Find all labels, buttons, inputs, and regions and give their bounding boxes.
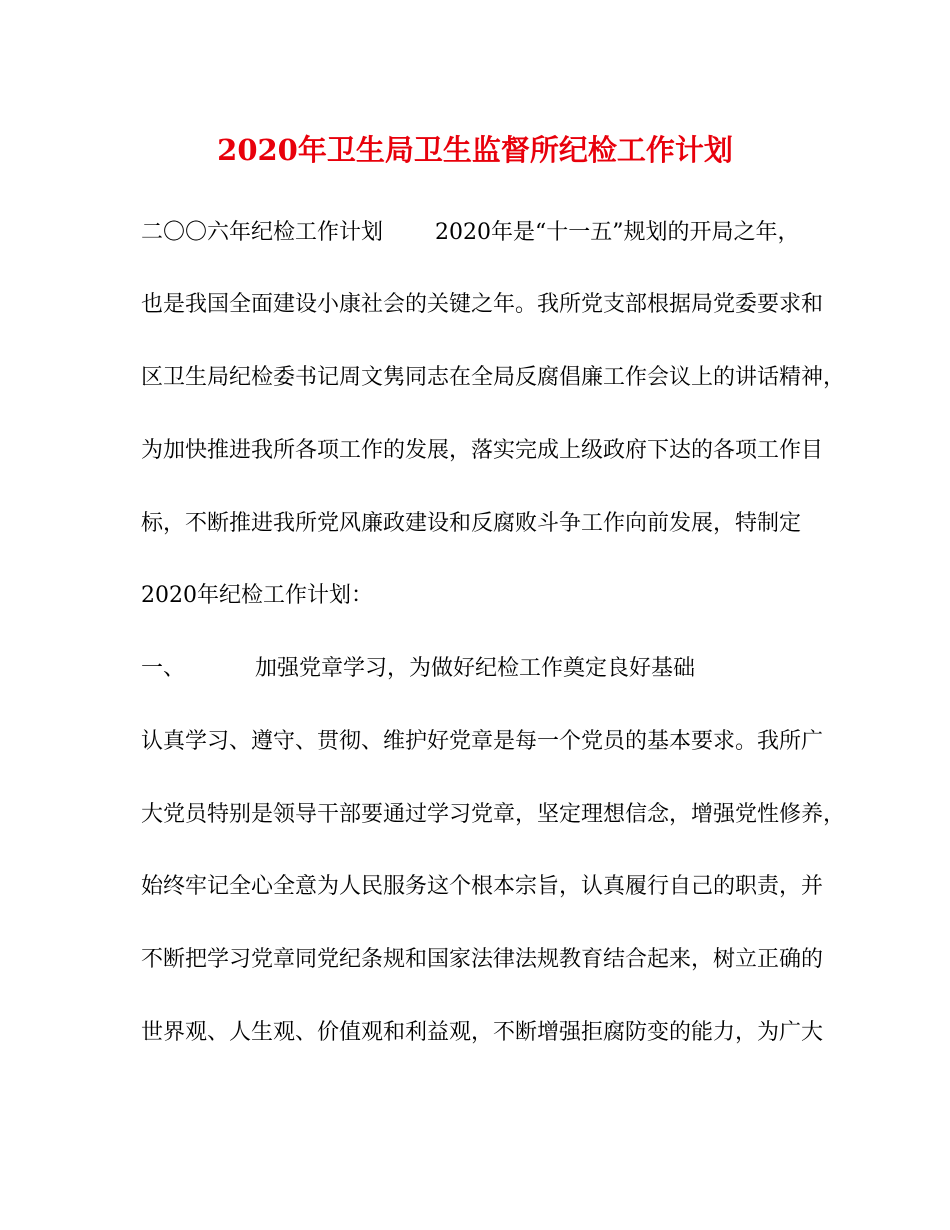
- document-title: 2020年卫生局卫生监督所纪检工作计划: [217, 133, 733, 167]
- body-line: 世界观、人生观、价值观和利益观，不断增强拒腐防变的能力，为广大: [141, 1020, 824, 1045]
- body-line: 认真学习、遵守、贯彻、维护好党章是每一个党员的基本要求。我所广: [141, 729, 824, 754]
- paragraph-line: 2020年纪检工作计划：: [141, 583, 373, 608]
- body-line: 始终牢记全心全意为人民服务这个根本宗旨，认真履行自己的职责，并: [141, 874, 824, 899]
- body-line: 不断把学习党章同党纪条规和国家法律法规教育结合起来，树立正确的: [141, 947, 824, 972]
- section-heading: 加强党章学习，为做好纪检工作奠定良好基础: [255, 656, 696, 681]
- paragraph-line: 区卫生局纪检委书记周文隽同志在全局反腐倡廉工作会议上的讲话精神，: [141, 365, 846, 390]
- section-heading-line: [141, 654, 695, 684]
- paragraph-line: 也是我国全面建设小康社会的关键之年。我所党支部根据局党委要求和: [141, 292, 824, 317]
- paragraph-line: 标，不断推进我所党风廉政建设和反腐败斗争工作向前发展，特制定: [141, 511, 802, 536]
- section-number: 一、: [141, 656, 186, 681]
- intro-heading: 二〇〇六年纪检工作计划: [141, 220, 384, 245]
- intro-line: [141, 218, 800, 248]
- paragraph-line: 为加快推进我所各项工作的发展，落实完成上级政府下达的各项工作目: [141, 438, 824, 463]
- body-line: 大党员特别是领导干部要通过学习党章，坚定理想信念，增强党性修养，: [141, 802, 846, 827]
- intro-text: 2020年是“十一五”规划的开局之年，: [435, 220, 800, 245]
